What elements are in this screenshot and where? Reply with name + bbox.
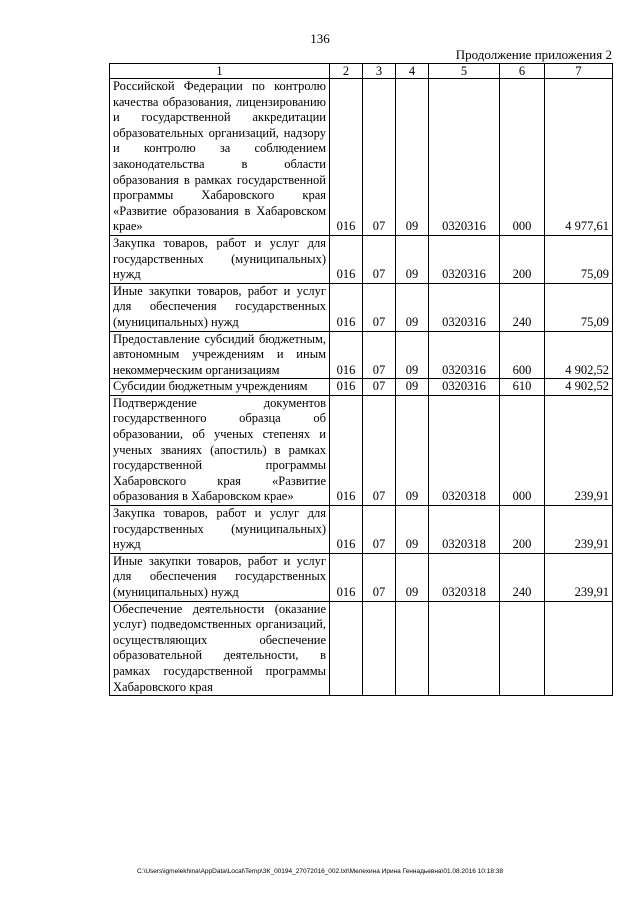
row-cell-c4 (396, 601, 429, 696)
row-cell-c5 (429, 601, 500, 696)
row-cell-c2 (330, 601, 363, 696)
row-cell-c4: 09 (396, 379, 429, 396)
row-name-cell: Иные закупки товаров, работ и услуг для обеспечения государственных (муниципальных) нужд (110, 283, 330, 331)
row-cell-c3: 07 (363, 235, 396, 283)
continuation-label: Продолжение приложения 2 (455, 47, 612, 62)
row-cell-c7: 239,91 (545, 395, 613, 505)
row-cell-c5: 0320316 (429, 331, 500, 379)
row-cell-c4: 09 (396, 506, 429, 554)
row-cell-c6 (500, 601, 545, 696)
row-cell-c5: 0320318 (429, 395, 500, 505)
row-cell-c3: 07 (363, 79, 396, 236)
row-cell-c6: 200 (500, 235, 545, 283)
column-header: 5 (429, 64, 500, 79)
row-cell-c3: 07 (363, 506, 396, 554)
row-cell-c3: 07 (363, 395, 396, 505)
row-cell-c2: 016 (330, 553, 363, 601)
row-cell-c4: 09 (396, 79, 429, 236)
table-row (110, 79, 613, 236)
row-cell-c3 (363, 601, 396, 696)
header-row (110, 64, 613, 79)
file-path-footer: C:\Users\igmelekhina\AppData\Local\Temp\ЗК_00194_27072016_002.txt\Мелехина Ирина Геннадьевна\01.08.2016 10:18:38 (137, 868, 503, 875)
column-header: 1 (110, 64, 330, 79)
column-header: 2 (330, 64, 363, 79)
row-cell-c2: 016 (330, 235, 363, 283)
row-cell-c7: 75,09 (545, 235, 613, 283)
row-cell-c5: 0320316 (429, 235, 500, 283)
row-cell-c4: 09 (396, 395, 429, 505)
row-name-cell: Обеспечение деятельности (оказание услуг) подведомственных организаций, осуществляющих обеспечение образовательной деятельности, в рамках государственной программы Хабаровского края (110, 601, 330, 696)
row-cell-c5: 0320316 (429, 379, 500, 396)
row-cell-c6: 000 (500, 79, 545, 236)
row-cell-c7: 4 977,61 (545, 79, 613, 236)
row-name-cell: Закупка товаров, работ и услуг для государственных (муниципальных) нужд (110, 506, 330, 554)
row-cell-c6: 240 (500, 283, 545, 331)
row-cell-c7: 4 902,52 (545, 379, 613, 396)
row-cell-c5: 0320318 (429, 553, 500, 601)
row-cell-c6: 240 (500, 553, 545, 601)
column-header: 7 (545, 64, 613, 79)
row-cell-c4: 09 (396, 235, 429, 283)
column-header: 3 (363, 64, 396, 79)
row-cell-c7 (545, 601, 613, 696)
row-cell-c4: 09 (396, 283, 429, 331)
row-cell-c7: 239,91 (545, 553, 613, 601)
row-name-cell: Иные закупки товаров, работ и услуг для обеспечения государственных (муниципальных) нужд (110, 553, 330, 601)
row-cell-c7: 4 902,52 (545, 331, 613, 379)
budget-table (109, 63, 613, 696)
table-row (110, 506, 613, 554)
row-cell-c5: 0320318 (429, 506, 500, 554)
row-cell-c3: 07 (363, 553, 396, 601)
row-cell-c2: 016 (330, 379, 363, 396)
row-name-cell: Российской Федерации по контролю качества образования, лицензированию и государственной аккредитации образовательных организаций, надзору и контролю за соблюдением законодательства в области образования в рамках государственной программы Хабаровского края «Развитие образования в Хабаровском крае» (110, 79, 330, 236)
row-name-cell: Предоставление субсидий бюджетным, автономным учреждениям и иным некоммерческим организациям (110, 331, 330, 379)
row-cell-c3: 07 (363, 283, 396, 331)
column-header: 4 (396, 64, 429, 79)
table-row (110, 553, 613, 601)
row-cell-c6: 200 (500, 506, 545, 554)
row-cell-c3: 07 (363, 331, 396, 379)
row-cell-c5: 0320316 (429, 283, 500, 331)
row-cell-c2: 016 (330, 79, 363, 236)
row-cell-c6: 600 (500, 331, 545, 379)
row-cell-c5: 0320316 (429, 79, 500, 236)
row-cell-c2: 016 (330, 283, 363, 331)
row-cell-c4: 09 (396, 331, 429, 379)
row-cell-c7: 75,09 (545, 283, 613, 331)
row-cell-c6: 000 (500, 395, 545, 505)
row-cell-c2: 016 (330, 395, 363, 505)
row-name-cell: Закупка товаров, работ и услуг для государственных (муниципальных) нужд (110, 235, 330, 283)
row-name-cell: Подтверждение документов государственного образца об образовании, об ученых степенях и ученых званиях (апостиль) в рамках государственной программы Хабаровского края «Развитие образования в Хабаровском крае» (110, 395, 330, 505)
column-header: 6 (500, 64, 545, 79)
table-row (110, 235, 613, 283)
row-cell-c7: 239,91 (545, 506, 613, 554)
table-row (110, 283, 613, 331)
page-number: 136 (310, 31, 330, 46)
row-cell-c2: 016 (330, 506, 363, 554)
row-cell-c4: 09 (396, 553, 429, 601)
row-cell-c3: 07 (363, 379, 396, 396)
table-row (110, 331, 613, 379)
row-name-cell: Субсидии бюджетным учреждениям (110, 379, 330, 396)
row-cell-c2: 016 (330, 331, 363, 379)
row-cell-c6: 610 (500, 379, 545, 396)
table-row (110, 601, 613, 696)
table-row (110, 379, 613, 396)
table-row (110, 395, 613, 505)
